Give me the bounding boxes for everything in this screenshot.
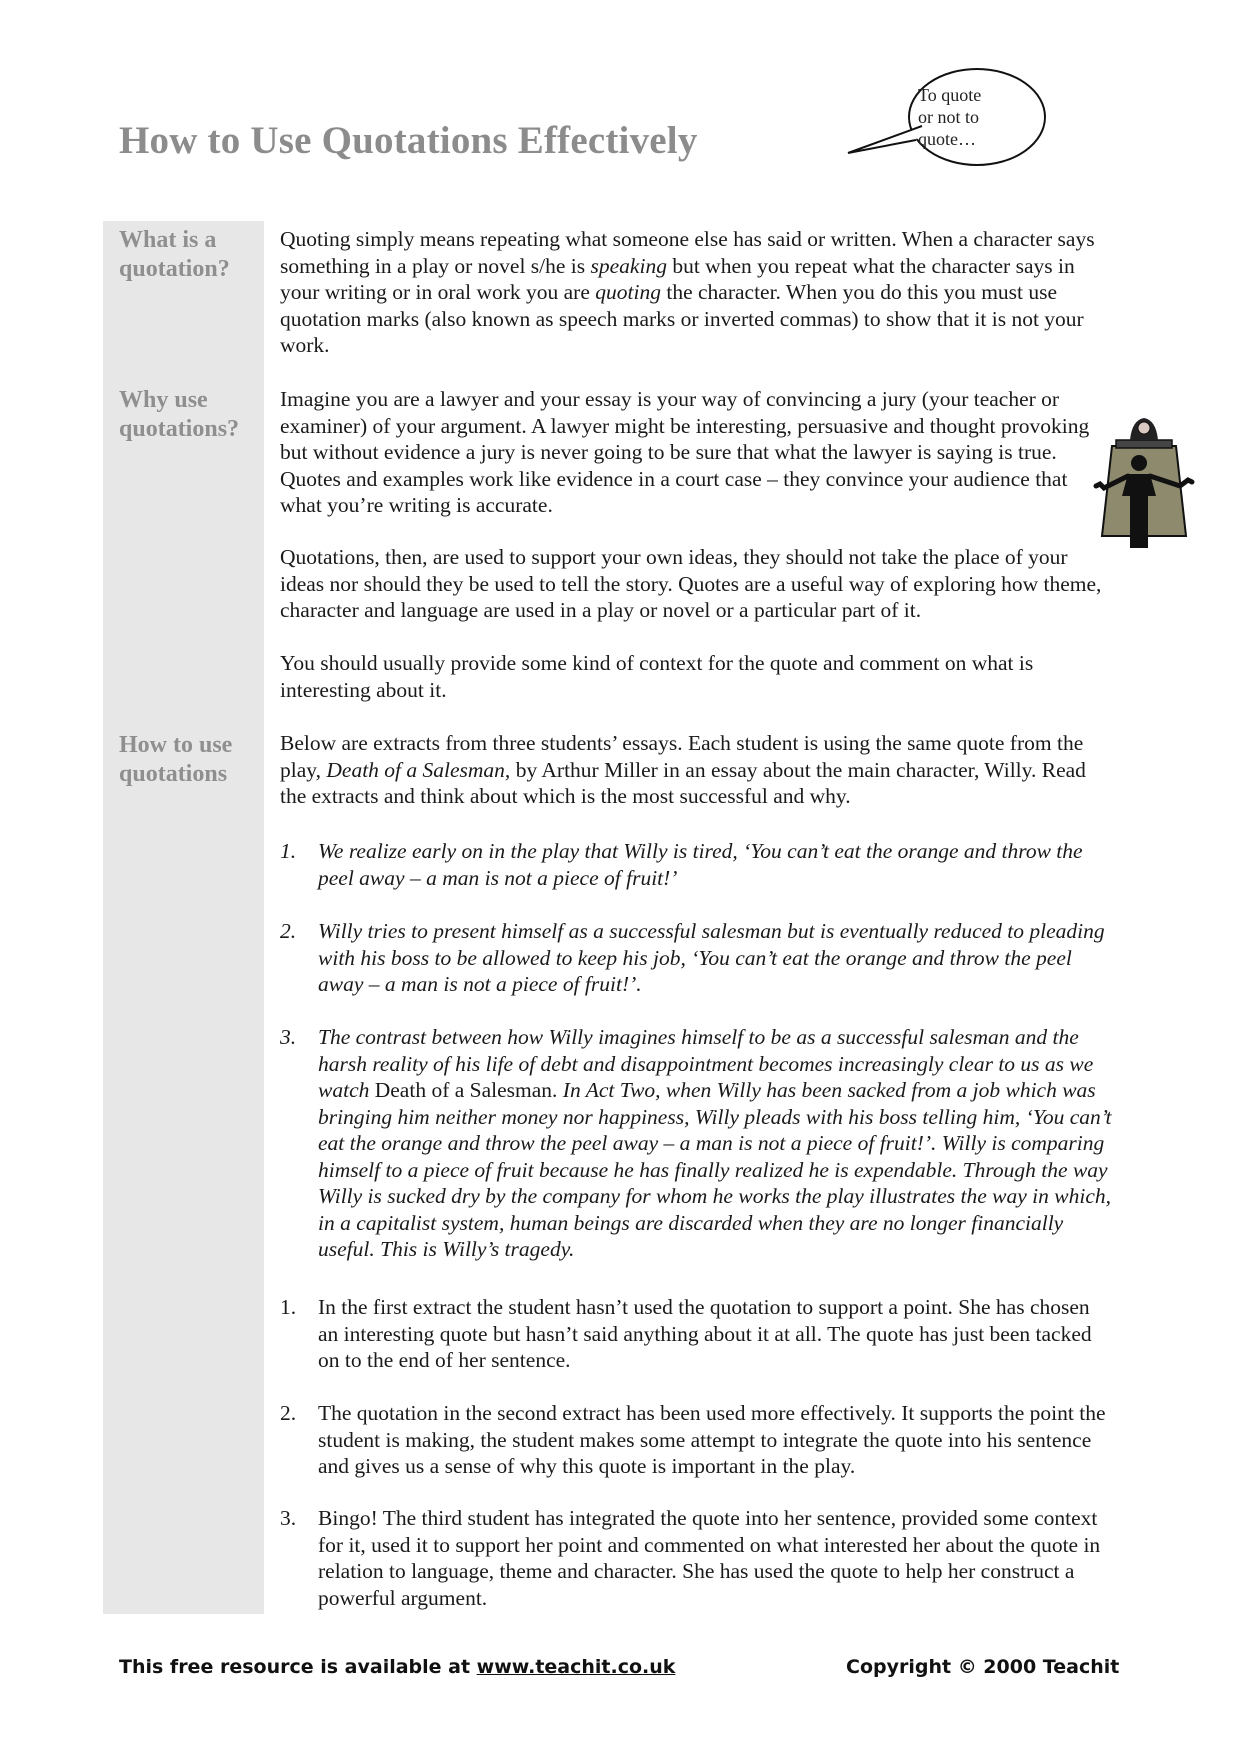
what-is-quotation-paragraph [280, 226, 1112, 359]
emphasis-quoting: quoting [595, 280, 661, 304]
comment-text: Bingo! The third student has integrated the quote into her sentence, provided some context for it, used it to support her point and commented on what interested her about the quote in relation to language, theme and character. She has used the quote to help her construct a powerful argument. [318, 1506, 1101, 1610]
why-use-paragraph-3: You should usually provide some kind of context for the quote and comment on what is interesting about it. [280, 651, 1034, 702]
speech-bubble-text [918, 84, 1048, 150]
extract-item-1 [280, 838, 1112, 891]
comment-item-2 [280, 1400, 1112, 1480]
courtroom-lawyer-icon [1092, 416, 1196, 552]
extract-text: We realize early on in the play that Willy is tired, ‘You can’t eat the orange and throw the peel away – a man is not a piece of fruit!’ [318, 839, 1083, 890]
extract-text: Willy tries to present himself as a successful salesman but is eventually reduced to pleading with his boss to be allowed to keep his job, ‘You can’t eat the orange and throw the peel away – a man is not a piece of fruit!’. [318, 919, 1105, 996]
emphasis-speaking: speaking [590, 253, 667, 278]
text-run: In Act Two, when Willy has been sacked from a job which was bringing him neither money nor happiness, Willy pleads with his boss telling him, ‘You can’t eat the orange and throw the peel away – a man is not a piece of fruit!’. Willy is comparing himself to a piece of fruit because he has finally realized he is expendable. Through the way Willy is sucked dry by the company for whom he works the play illustrates the way in which, in a capitalist system, human beings are discarded when they are no longer financially useful. This is Willy’s tragedy. [318, 1078, 1112, 1261]
list-number: 1. [280, 839, 297, 863]
text-run: the character. When you do this you must use quotation marks (also known as speech marks or inverted commas) to show that it is not your work. [280, 280, 1084, 357]
sidebar-label-line: quotation? [119, 256, 230, 282]
page-title: How to Use Quotations Effectively [119, 119, 698, 162]
footer-prefix: This free resource is available at [119, 1656, 477, 1678]
how-to-use-intro-paragraph [280, 730, 1112, 810]
footer-copyright: Copyright © 2000 Teachit [846, 1656, 1120, 1678]
sidebar-label-why-use-quotations [119, 386, 259, 444]
list-number: 3. [280, 1506, 297, 1530]
sidebar-label-line: What is a [119, 227, 217, 253]
bubble-line: or not to [918, 107, 979, 127]
list-number: 3. [280, 1025, 297, 1049]
comment-text: In the first extract the student hasn’t used the quotation to support a point. She has chosen an interesting quote but hasn’t said anything about it at all. The quote has just been tacked on to the end of her sentence. [318, 1295, 1092, 1372]
text-run: but when you repeat what the character says in your writing or in oral work you are [280, 253, 1075, 304]
list-number: 2. [280, 919, 297, 943]
play-title: Death of a Salesman. [374, 1078, 558, 1102]
bubble-line: To quote [918, 85, 982, 105]
why-use-paragraph-2: Quotations, then, are used to support your own ideas, they should not take the place of your ideas nor should they be used to tell the story. Quotes are a useful way of exploring how theme, character and language are used in a play or novel or a particular part of it. [280, 545, 1102, 622]
list-number: 2. [280, 1401, 297, 1425]
play-title: Death of a Salesman, [326, 757, 511, 782]
extract-text [318, 1024, 1112, 1263]
text-run: The contrast between how Willy imagines himself to be as a successful salesman and the harsh reality of his life of debt and disappointment becomes increasingly clear to us as we watch [318, 1025, 1094, 1102]
extract-item-2 [280, 918, 1112, 998]
text-run: Below are extracts from three students’ essays. Each student is using the same quote from the play, [280, 731, 1084, 782]
footer-resource-note [119, 1656, 675, 1678]
comment-item-3 [280, 1505, 1112, 1611]
sidebar-label-line: quotations [119, 761, 228, 787]
list-number: 1. [280, 1295, 297, 1319]
sidebar-label-line: Why use [119, 387, 208, 413]
comment-item-1 [280, 1294, 1112, 1374]
comment-text: The quotation in the second extract has been used more effectively. It supports the point the student is making, the student makes some attempt to integrate the quote into his sentence and gives us a sense of why this quote is important in the play. [318, 1401, 1106, 1478]
teachit-link[interactable]: www.teachit.co.uk [476, 1656, 676, 1678]
text-run: by Arthur Miller in an essay about the main character, Willy. Read the extracts and think about which is the most successful and why. [280, 757, 1086, 808]
sidebar-label-line: quotations? [119, 416, 240, 442]
why-use-paragraph-1: Imagine you are a lawyer and your essay is your way of convincing a jury (your teacher or examiner) of your argument. A lawyer might be interesting, persuasive and thought provoking but without evidence a jury is never going to be sure that what the lawyer is saying is true. Quotes and examples work like evidence in a court case – they convince your audience that what you’re writing is accurate. [280, 387, 1090, 517]
sidebar-label-how-to-use-quotations [119, 731, 259, 789]
bubble-line: quote… [918, 129, 976, 149]
extract-item-3 [280, 1024, 1112, 1263]
text-run: Quoting simply means repeating what someone else has said or written. When a character says something in a play or novel s/he is [280, 227, 1095, 278]
sidebar-label-line: How to use [119, 732, 233, 758]
sidebar-label-what-is-quotation [119, 226, 259, 284]
